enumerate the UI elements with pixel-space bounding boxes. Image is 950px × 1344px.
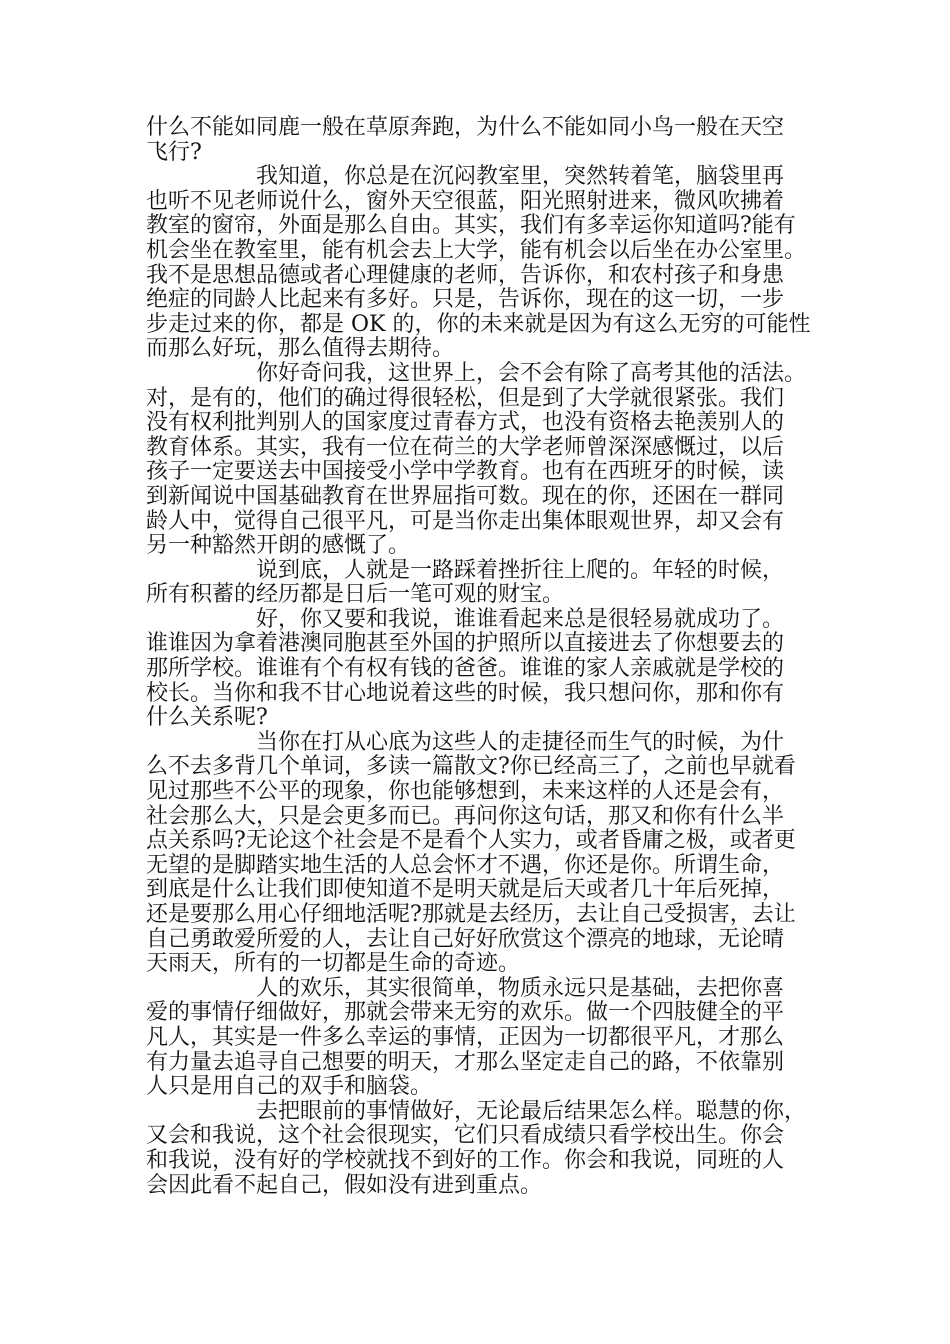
text-line: 会因此看不起自己，假如没有进到重点。 [146,1172,543,1198]
paragraph-first-line: 你好奇问我，这世界上，会不会有除了高考其他的活法。 [256,360,807,386]
paragraph-first-line: 好，你又要和我说，谁谁看起来总是很轻易就成功了。 [256,606,785,632]
paragraph-first-line: 去把眼前的事情做好，无论最后结果怎么样。聪慧的你， [256,1098,807,1124]
text-line: 另一种豁然开朗的感慨了。 [146,533,411,559]
text-line: 无望的是脚踏实地生活的人总会怀才不遇，你还是你。所谓生命， [146,852,785,878]
text-line: 爱的事情仔细做好，那就会带来无穷的欢乐。做一个四肢健全的平 [146,1000,785,1026]
text-line: 又会和我说，这个社会很现实，它们只看成绩只看学校出生。你会 [146,1123,785,1149]
text-line: 什么关系呢? [146,705,268,731]
text-line: 步走过来的你，都是 OK 的，你的未来就是因为有这么无穷的可能性 [146,311,811,337]
text-line: 有力量去追寻自己想要的明天，才那么坚定走自己的路，不依靠别 [146,1049,785,1075]
text-line: 教育体系。其实，我有一位在荷兰的大学老师曾深深感慨过，以后 [146,434,785,460]
text-line: 到底是什么让我们即使知道不是明天就是后天或者几十年后死掉， [146,877,785,903]
text-line: 什么不能如同鹿一般在草原奔跑，为什么不能如同小鸟一般在天空 [146,115,785,140]
text-line: 还是要那么用心仔细地活呢?那就是去经历，去让自己受损害，去让 [146,902,796,927]
text-line: 对，是有的，他们的确过得很轻松，但是到了大学就很紧张。我们 [146,385,785,411]
text-line: 天雨天，所有的一切都是生命的奇迹。 [146,951,521,977]
text-line: 龄人中，觉得自己很平凡，可是当你走出集体眼观世界，却又会有 [146,508,785,534]
text-line: 见过那些不公平的现象，你也能够想到，未来这样的人还是会有， [146,779,785,805]
paragraph-first-line: 人的欢乐，其实很简单，物质永远只是基础，去把你喜 [256,975,785,1001]
body-text [146,116,826,1198]
text-line: 么不去多背几个单词，多读一篇散文?你已经高三了，之前也早就看 [146,754,796,780]
text-line: 人只是用自己的双手和脑袋。 [146,1074,433,1100]
text-line: 机会坐在教室里，能有机会去上大学，能有机会以后坐在办公室里。 [146,237,807,263]
text-line: 也听不见老师说什么，窗外天空很蓝，阳光照射进来，微风吹拂着 [146,188,785,214]
text-line: 而那么好玩，那么值得去期待。 [146,336,455,362]
text-line: 那所学校。谁谁有个有权有钱的爸爸。谁谁的家人亲戚就是学校的 [146,656,785,682]
text-line: 绝症的同龄人比起来有多好。只是，告诉你，现在的这一切，一步 [146,287,785,313]
text-line: 飞行? [146,139,202,165]
text-line: 谁谁因为拿着港澳同胞甚至外国的护照所以直接进去了你想要去的 [146,631,785,657]
text-line: 社会那么大，只是会更多而已。再问你这句话，那又和你有什么半 [146,803,785,829]
text-line: 自己勇敢爱所爱的人，去让自己好好欣赏这个漂亮的地球，无论晴 [146,926,785,952]
paragraph-first-line: 我知道，你总是在沉闷教室里，突然转着笔，脑袋里再 [256,164,785,190]
text-line: 校长。当你和我不甘心地说着这些的时候，我只想问你，那和你有 [146,680,785,706]
text-line: 孩子一定要送去中国接受小学中学教育。也有在西班牙的时候，读 [146,459,785,485]
text-line: 所有积蓄的经历都是日后一笔可观的财宝。 [146,582,565,608]
text-line: 和我说，没有好的学校就找不到好的工作。你会和我说，同班的人 [146,1147,785,1173]
paragraph-first-line: 说到底，人就是一路踩着挫折往上爬的。年轻的时候， [256,557,785,583]
text-line: 教室的窗帘，外面是那么自由。其实，我们有多幸运你知道吗?能有 [146,213,796,239]
text-line: 没有权利批判别人的国家度过青春方式，也没有资格去艳羡别人的 [146,410,785,436]
text-line: 点关系吗?无论这个社会是不是看个人实力，或者昏庸之极，或者更 [146,828,796,854]
paragraph-first-line: 当你在打从心底为这些人的走捷径而生气的时候，为什 [256,729,785,755]
text-line: 凡人，其实是一件多么幸运的事情，正因为一切都很平凡，才那么 [146,1024,785,1050]
text-line: 我不是思想品德或者心理健康的老师，告诉你，和农村孩子和身患 [146,262,785,288]
text-line: 到新闻说中国基础教育在世界屈指可数。现在的你，还困在一群同 [146,483,785,509]
